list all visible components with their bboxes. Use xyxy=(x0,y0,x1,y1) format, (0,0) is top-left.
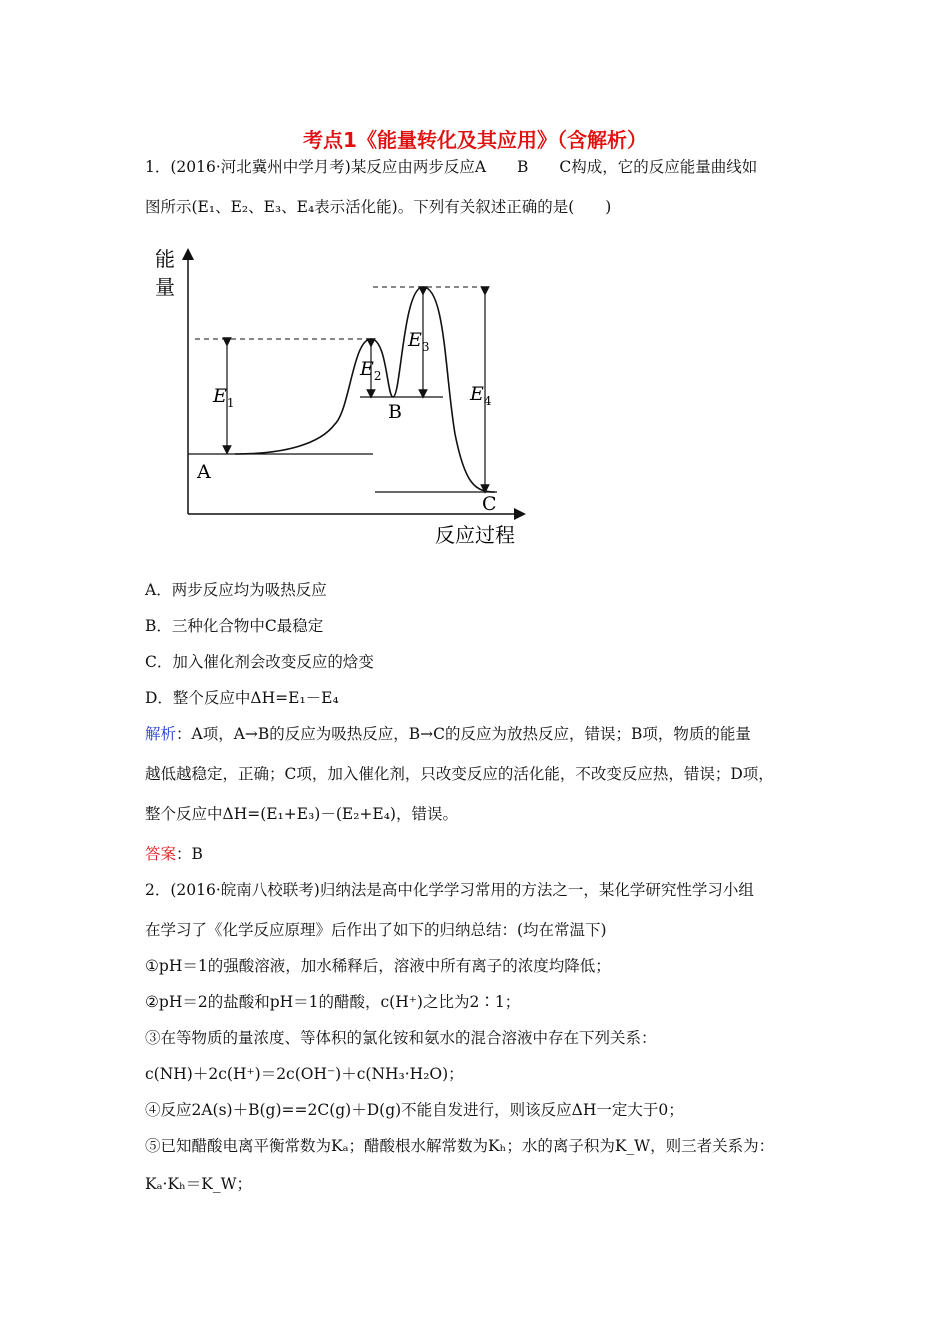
q1-stem-line1: 1．(2016·河北冀州中学月考)某反应由两步反应A B C构成，它的反应能量曲线如 xyxy=(145,158,758,176)
q1-option-b: B．三种化合物中C最稳定 xyxy=(145,617,324,635)
q2-item-4: ④反应2A(s)＋B(g)==2C(g)＋D(g)不能自发进行，则该反应ΔH一定大于0； xyxy=(145,1101,684,1119)
y-axis-label-1: 能 xyxy=(155,247,175,271)
analysis-label: 解析 xyxy=(145,725,177,743)
x-axis-label: 反应过程 xyxy=(435,523,515,547)
y-axis-label-2: 量 xyxy=(155,275,175,299)
answer-value: ：B xyxy=(176,845,203,863)
q1-option-d: D．整个反应中ΔH=E₁－E₄ xyxy=(145,689,339,707)
q1-analysis-line3: 整个反应中ΔH=(E₁+E₃)－(E₂+E₄)，错误。 xyxy=(145,805,458,823)
label-B: B xyxy=(388,401,402,423)
q2-item-5-equation: Kₐ·Kₕ＝K_W； xyxy=(145,1175,253,1193)
page-title: 考点1《能量转化及其应用》（含解析） xyxy=(303,128,647,152)
label-C: C xyxy=(482,493,497,515)
q2-item-2: ②pH＝2的盐酸和pH＝1的醋酸，c(H⁺)之比为2∶1； xyxy=(145,993,521,1011)
q1-analysis-line1 xyxy=(145,722,751,744)
analysis-text-1: ：A项，A→B的反应为吸热反应，B→C的反应为放热反应，错误；B项，物质的能量 xyxy=(176,725,751,743)
label-A: A xyxy=(197,461,211,483)
q1-option-c: C．加入催化剂会改变反应的焓变 xyxy=(145,653,374,671)
energy-curve xyxy=(235,287,495,492)
label-E1: $E_1$ xyxy=(213,385,235,410)
answer-label: 答案 xyxy=(145,845,177,863)
q1-analysis-line2: 越低越稳定，正确；C项，加入催化剂，只改变反应的活化能，不改变反应热，错误；D项， xyxy=(145,765,774,783)
label-E3: $E_3$ xyxy=(408,329,430,354)
q1-stem-line2: 图所示(E₁、E₂、E₃、E₄表示活化能)。下列有关叙述正确的是( ) xyxy=(145,198,612,216)
q2-item-1: ①pH＝1的强酸溶液，加水稀释后，溶液中所有离子的浓度均降低； xyxy=(145,957,611,975)
q2-item-3: ③在等物质的量浓度、等体积的氯化铵和氨水的混合溶液中存在下列关系： xyxy=(145,1029,657,1047)
q2-stem-line2: 在学习了《化学反应原理》后作出了如下的归纳总结：(均在常温下) xyxy=(145,921,607,939)
q1-answer xyxy=(145,842,203,864)
label-E4: $E_4$ xyxy=(470,383,492,408)
energy-diagram xyxy=(145,244,545,554)
q2-item-3-equation: c(NH)＋2c(H⁺)＝2c(OH⁻)＋c(NH₃·H₂O)； xyxy=(145,1065,464,1083)
q1-option-a: A．两步反应均为吸热反应 xyxy=(145,581,327,599)
q2-item-5: ⑤已知醋酸电离平衡常数为Kₐ；醋酸根水解常数为Kₕ；水的离子积为K_W，则三者关系为： xyxy=(145,1137,775,1155)
label-E2: $E_2$ xyxy=(360,358,382,383)
q2-stem-line1: 2．(2016·皖南八校联考)归纳法是高中化学学习常用的方法之一，某化学研究性学习小组 xyxy=(145,881,754,899)
